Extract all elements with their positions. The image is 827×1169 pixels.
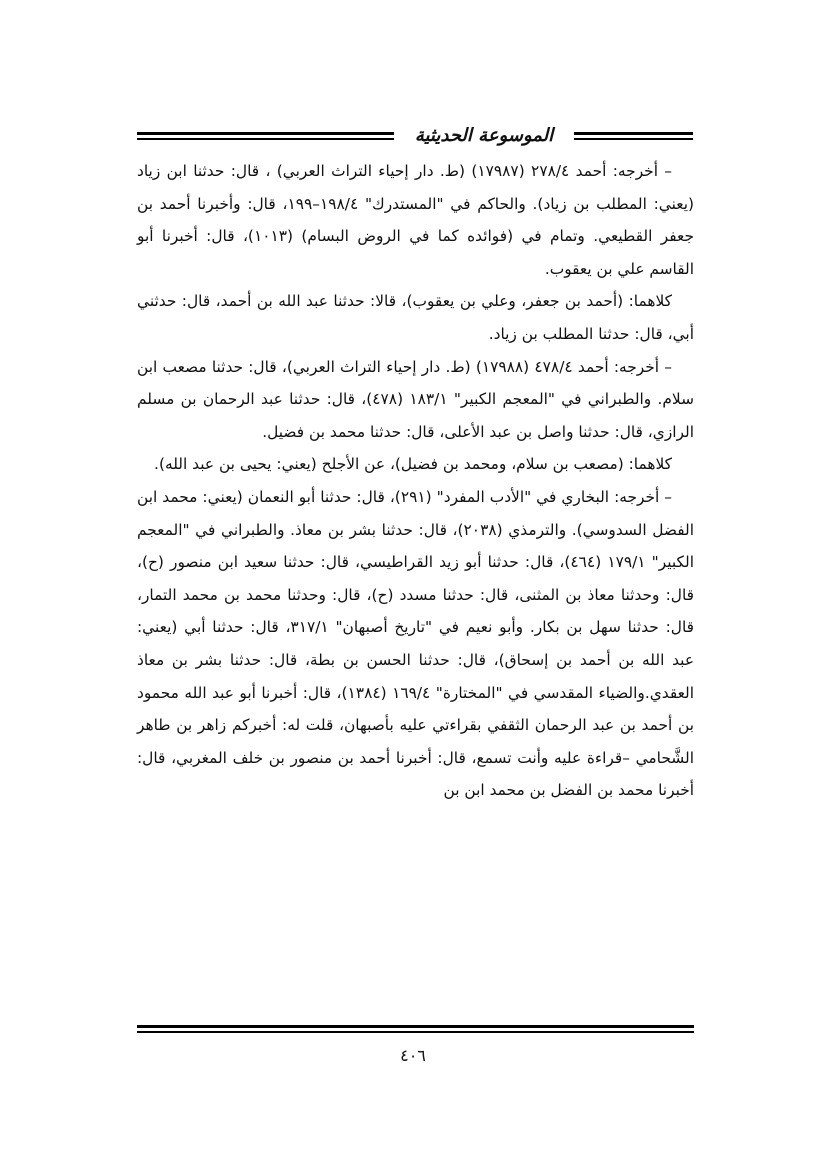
header-rule-right — [574, 130, 693, 142]
paragraph-5: – أخرجه: البخاري في "الأدب المفرد" (٢٩١)، قال: حدثنا أبو النعمان (يعني: محمد ابن الفضل السدوسي). والترمذي (٢٠٣٨)، قال: حدثنا بشر بن معاذ. والطبراني في "المعجم الكبير" ١٧٩/١ (٤٦٤)، قال: حدثنا أبو زيد القراطيسي، قال: حدثنا سعيد ابن منصور (ح)، قال: وحدثنا معاذ بن المثنى، قال: حدثنا مسدد (ح)، قال: وحدثنا محمد بن محمد التمار، قال: حدثنا سهل بن بكار. وأبو نعيم في "تاريخ أصبهان" ٣١٧/١، قال: حدثنا أبي (يعني: عبد الله بن أحمد بن إسحاق)، قال: حدثنا الحسن بن بطة، قال: حدثنا بشر بن معاذ العقدي.والضياء المقدسي في "المختارة" ١٦٩/٤ (١٣٨٤)، قال: أخبرنا أبو عبد الله محمود بن أحمد بن عبد الرحمان الثقفي بقراءتي عليه بأصبهان، قلت له: أخبركم زاهر بن طاهر الشَّحامي –قراءة عليه وأنت تسمع، قال: أخبرنا أحمد بن منصور بن خلف المغربي، قال: أخبرنا محمد بن الفضل بن محمد ابن بن — [137, 487, 695, 800]
paragraph-1: – أخرجه: أحمد ٢٧٨/٤ (١٧٩٨٧) (ط. دار إحياء التراث العربي) ، قال: حدثنا ابن زياد (يعني: المطلب بن زياد). والحاكم في "المستدرك" ١٩٨/٤–١٩٩، قال: وأخبرنا أحمد بن جعفر القطيعي. وتمام في (فوائده كما في الروض البسام) (١٠١٣)، قال: أخبرنا أبو القاسم علي بن يعقوب. — [137, 162, 694, 278]
running-title: الموسوعة الحديثية — [414, 125, 554, 146]
footer-rule — [137, 1025, 694, 1037]
paragraph-2: كلاهما: (أحمد بن جعفر، وعلي بن يعقوب)، قالا: حدثنا عبد الله بن أحمد، قال: حدثني أبي، قال: حدثنا المطلب بن زياد. — [137, 292, 694, 343]
page-header — [137, 122, 693, 158]
page-number: ٤٠٦ — [400, 1046, 426, 1065]
header-rule-left — [137, 130, 394, 142]
main-text — [137, 155, 694, 807]
paragraph-3: – أخرجه: أحمد ٤٧٨/٤ (١٧٩٨٨) (ط. دار إحياء التراث العربي)، قال: حدثنا مصعب ابن سلام. والطبراني في "المعجم الكبير" ١٨٣/١ (٤٧٨)، قال: حدثنا عبد الرحمان بن مسلم الرازي، قال: حدثنا واصل بن عبد الأعلى، قال: حدثنا محمد بن فضيل. — [137, 357, 694, 441]
paragraph-4: كلاهما: (مصعب بن سلام، ومحمد بن فضيل)، عن الأجلح (يعني: يحيى بن عبد الله). — [154, 455, 672, 474]
